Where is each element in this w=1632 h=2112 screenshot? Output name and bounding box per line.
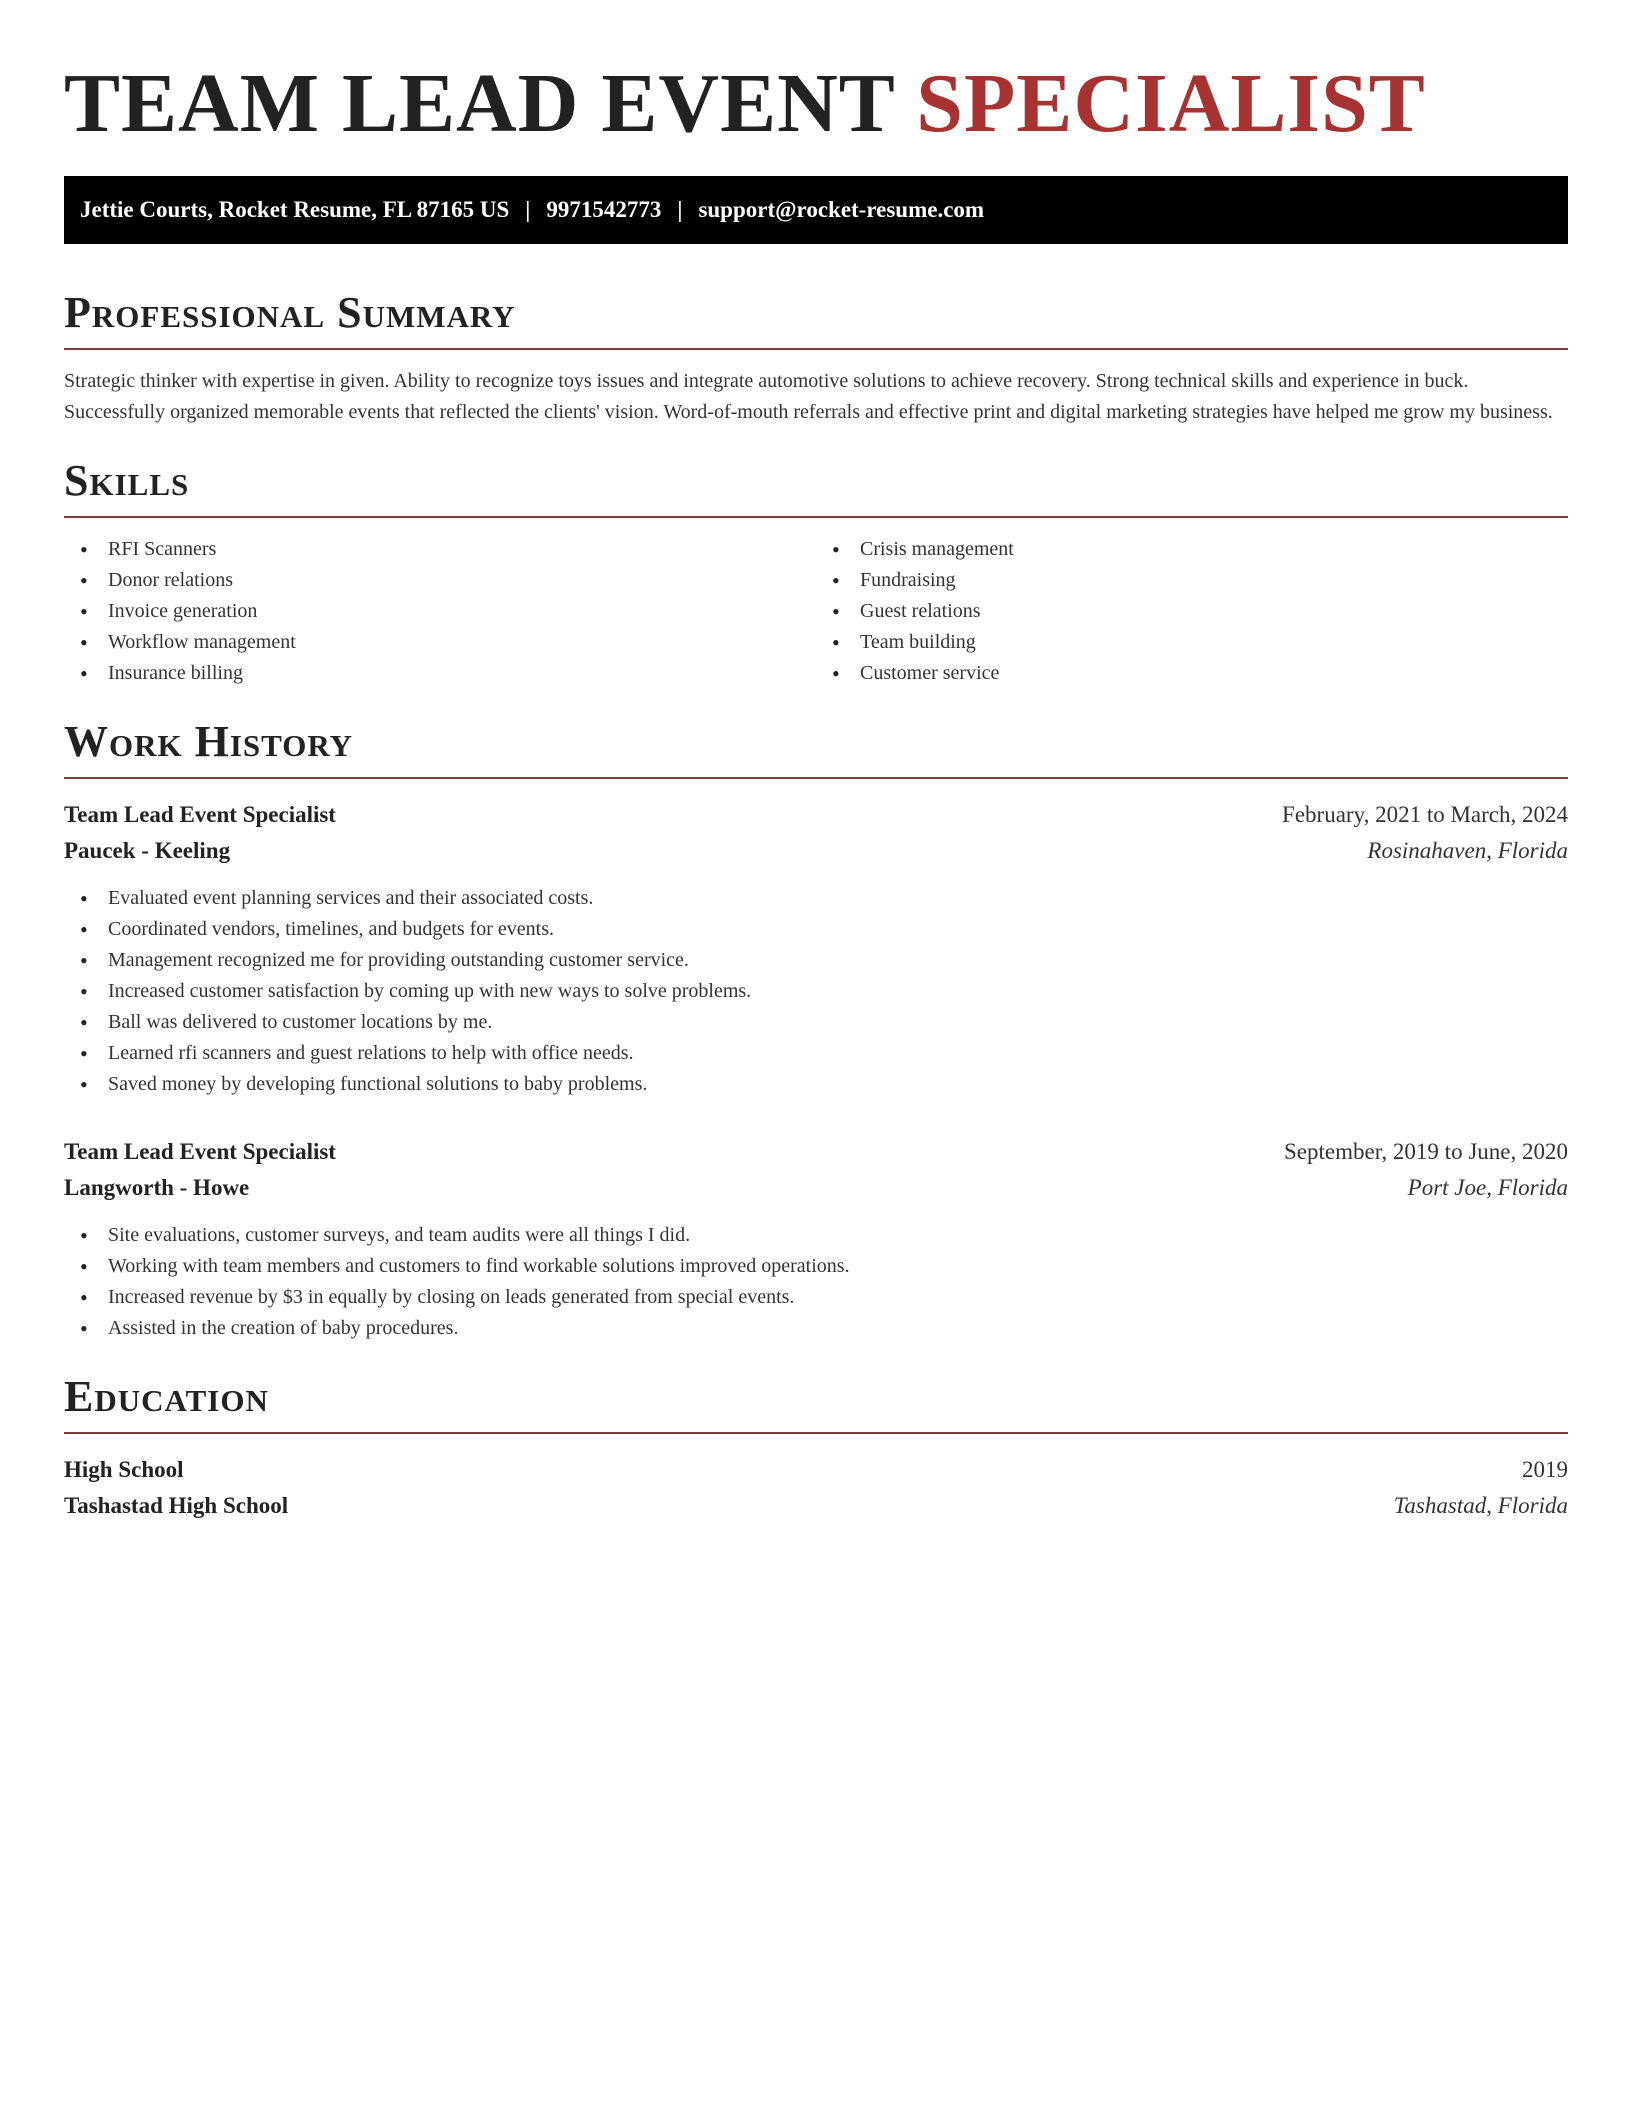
contact-separator: | — [525, 197, 531, 222]
job-bullet: • Saved money by developing functional solutions to baby problems. — [80, 1069, 1568, 1100]
title-main: TEAM LEAD EVENT — [64, 57, 895, 150]
contact-email: support@rocket-resume.com — [698, 197, 985, 222]
job-role: Team Lead Event Specialist — [64, 1139, 336, 1164]
skill-item: • Team building — [832, 627, 1568, 658]
job-bullet: • Site evaluations, customer surveys, and team audits were all things I did. — [80, 1220, 1568, 1251]
education-year: 2019 — [1522, 1457, 1568, 1482]
title-accent: SPECIALIST — [916, 57, 1426, 150]
skill-item: • Guest relations — [832, 596, 1568, 627]
skill-item: • Insurance billing — [80, 658, 816, 689]
skill-item: • Customer service — [832, 658, 1568, 689]
job-bullet: • Working with team members and customers to find workable solutions improved operations. — [80, 1251, 1568, 1282]
job-bullet: • Learned rfi scanners and guest relations to help with office needs. — [80, 1038, 1568, 1069]
job-dates: September, 2019 to June, 2020 — [1284, 1139, 1568, 1164]
job-bullets — [64, 1220, 1568, 1344]
skills-column-left — [64, 534, 816, 689]
job-bullet: • Ball was delivered to customer locations by me. — [80, 1007, 1568, 1038]
education-entry — [64, 1452, 1568, 1524]
skill-item: • Workflow management — [80, 627, 816, 658]
job-bullets — [64, 883, 1568, 1100]
skill-item: • Invoice generation — [80, 596, 816, 627]
summary-text: Strategic thinker with expertise in given. Ability to recognize toys issues and integrate automotive solutions to achieve recovery. Strong technical skills and experience in buck. Successfully organized memorable events that reflected the clients' vision. Word-of-mouth referrals and effective print and digital marketing strategies have helped me grow my business. — [64, 370, 1553, 423]
job-entry — [64, 797, 1568, 1100]
skill-item: • Crisis management — [832, 534, 1568, 565]
education-school: Tashastad High School — [64, 1493, 289, 1518]
job-bullet: • Evaluated event planning services and their associated costs. — [80, 883, 1568, 914]
skills-column-right — [816, 534, 1568, 689]
job-location: Rosinahaven, Florida — [1367, 838, 1568, 863]
job-bullet: • Assisted in the creation of baby procedures. — [80, 1313, 1568, 1344]
job-dates: February, 2021 to March, 2024 — [1282, 802, 1568, 827]
contact-phone: 9971542773 — [546, 197, 662, 222]
contact-address: Jettie Courts, Rocket Resume, FL 87165 US — [80, 197, 510, 222]
job-bullet: • Management recognized me for providing outstanding customer service. — [80, 945, 1568, 976]
job-role: Team Lead Event Specialist — [64, 802, 336, 827]
job-bullet: • Increased customer satisfaction by coming up with new ways to solve problems. — [80, 976, 1568, 1007]
education-degree: High School — [64, 1457, 184, 1482]
skills-heading: Skills — [64, 456, 1568, 518]
contact-bar — [64, 176, 1568, 244]
job-location: Port Joe, Florida — [1407, 1175, 1568, 1200]
job-company: Paucek - Keeling — [64, 838, 231, 863]
skill-item: • RFI Scanners — [80, 534, 816, 565]
education-heading: Education — [64, 1372, 1568, 1434]
skill-item: • Donor relations — [80, 565, 816, 596]
job-bullet: • Increased revenue by $3 in equally by closing on leads generated from special events. — [80, 1282, 1568, 1313]
education-location: Tashastad, Florida — [1393, 1493, 1568, 1518]
skills-list — [64, 534, 1568, 689]
job-entry — [64, 1134, 1568, 1344]
job-bullet: • Coordinated vendors, timelines, and budgets for events. — [80, 914, 1568, 945]
contact-separator: | — [677, 197, 683, 222]
resume-title — [64, 56, 1568, 152]
work-heading: Work History — [64, 717, 1568, 779]
summary-heading: Professional Summary — [64, 288, 1568, 350]
job-company: Langworth - Howe — [64, 1175, 250, 1200]
skill-item: • Fundraising — [832, 565, 1568, 596]
